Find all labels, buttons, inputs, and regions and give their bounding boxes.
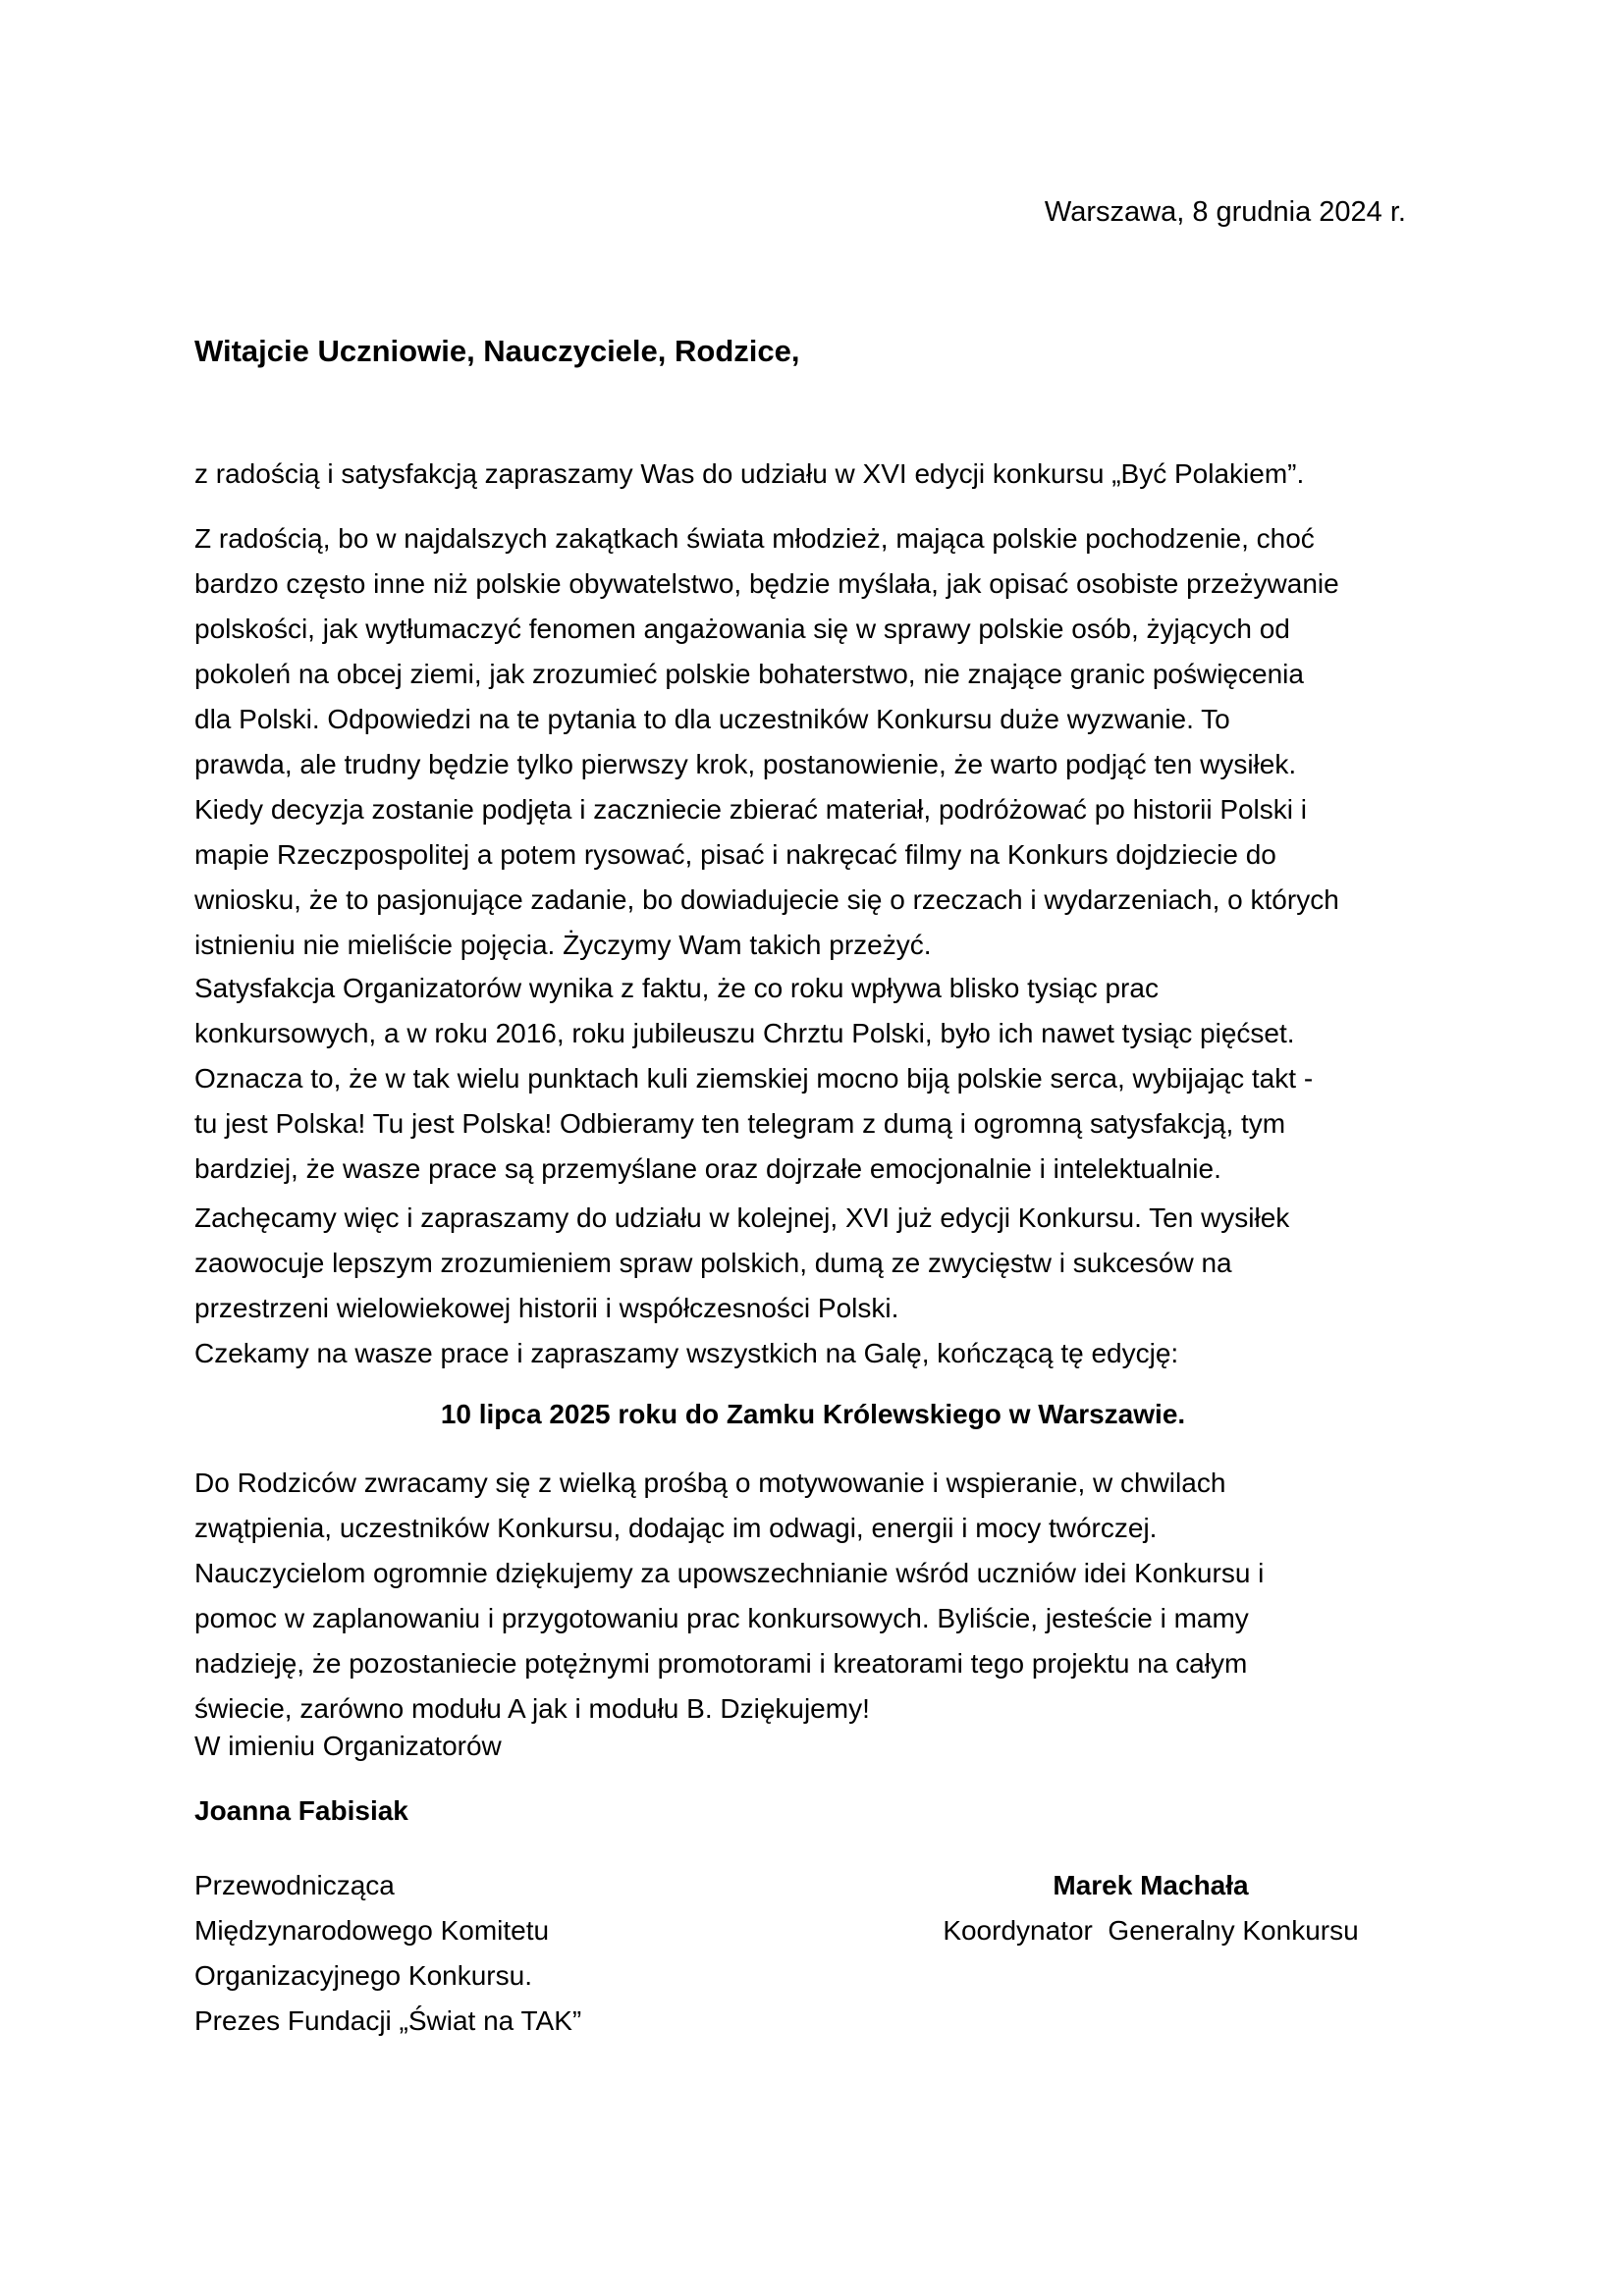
text-line: Oznacza to, że w tak wielu punktach kuli ziemskiej mocno biją polskie serca, wybijając takt - bbox=[194, 1063, 1314, 1094]
text-line: Nauczycielom ogromnie dziękujemy za upowszechnianie wśród uczniów idei Konkursu i bbox=[194, 1558, 1265, 1588]
letter-greeting: Witajcie Uczniowie, Nauczyciele, Rodzice, bbox=[194, 334, 800, 368]
closing-phrase: W imieniu Organizatorów bbox=[194, 1731, 502, 1761]
text-line: konkursowych, a w roku 2016, roku jubileuszu Chrztu Polski, było ich nawet tysiąc pięćset. bbox=[194, 1018, 1295, 1048]
text-line: z radością i satysfakcją zapraszamy Was do udziału w XVI edycji konkursu „Być Polakiem”. bbox=[194, 458, 1305, 489]
signer-right bbox=[920, 1863, 1381, 1953]
text-line: świecie, zarówno modułu A jak i modułu B. Dziękujemy! bbox=[194, 1693, 870, 1724]
text-line: wniosku, że to pasjonujące zadanie, bo dowiadujecie się o rzeczach i wydarzeniach, o których bbox=[194, 884, 1339, 915]
paragraph-invitation-reasons bbox=[194, 516, 1432, 968]
gala-date-location: 10 lipca 2025 roku do Zamku Królewskiego w Warszawie. bbox=[440, 1399, 1186, 1429]
signer-left-title bbox=[194, 1863, 581, 2044]
text-line: pomoc w zaplanowaniu i przygotowaniu prac konkursowych. Byliście, jesteście i mamy bbox=[194, 1603, 1249, 1633]
signer-right-name: Marek Machała bbox=[1053, 1870, 1249, 1900]
text-line: Kiedy decyzja zostanie podjęta i zaczniecie zbierać materiał, podróżować po historii Polski i bbox=[194, 794, 1308, 825]
text-line: Satysfakcja Organizatorów wynika z faktu, że co roku wpływa blisko tysiąc prac bbox=[194, 973, 1159, 1003]
text-line: bardzo często inne niż polskie obywatelstwo, będzie myślała, jak opisać osobiste przeżywanie bbox=[194, 568, 1339, 599]
text-line: zaowocuje lepszym zrozumieniem spraw polskich, dumą ze zwycięstw i sukcesów na bbox=[194, 1248, 1232, 1278]
intro-paragraph bbox=[194, 452, 1432, 497]
title-line: Przewodnicząca bbox=[194, 1870, 395, 1900]
text-line: istnieniu nie mieliście pojęcia. Życzymy Wam takich przeżyć. bbox=[194, 930, 932, 960]
text-line: Do Rodziców zwracamy się z wielką prośbą o motywowanie i wspieranie, w chwilach bbox=[194, 1468, 1226, 1498]
text-line: pokoleń na obcej ziemi, jak zrozumieć polskie bohaterstwo, nie znające granic poświęcenia bbox=[194, 659, 1304, 689]
title-line: Prezes Fundacji „Świat na TAK” bbox=[194, 2005, 582, 2036]
text-line: przestrzeni wielowiekowej historii i współczesności Polski. bbox=[194, 1293, 899, 1323]
text-line: dla Polski. Odpowiedzi na te pytania to dla uczestników Konkursu duże wyzwanie. To bbox=[194, 704, 1230, 734]
text-line: Czekamy na wasze prace i zapraszamy wszystkich na Galę, kończącą tę edycję: bbox=[194, 1338, 1179, 1368]
title-line: Organizacyjnego Konkursu. bbox=[194, 1960, 532, 1991]
letter-date: Warszawa, 8 grudnia 2024 r. bbox=[1044, 196, 1406, 228]
text-line: prawda, ale trudny będzie tylko pierwszy krok, postanowienie, że warto podjąć ten wysiłek. bbox=[194, 749, 1297, 779]
signer-right-role: Koordynator Generalny Konkursu bbox=[943, 1915, 1359, 1946]
paragraph-parents-teachers bbox=[194, 1461, 1432, 1732]
text-line: polskości, jak wytłumaczyć fenomen angażowania się w sprawy polskie osób, żyjących od bbox=[194, 614, 1290, 644]
text-line: mapie Rzeczpospolitej a potem rysować, pisać i nakręcać filmy na Konkurs dojdziecie do bbox=[194, 839, 1276, 870]
title-line: Międzynarodowego Komitetu bbox=[194, 1915, 550, 1946]
text-line: Z radością, bo w najdalszych zakątkach świata młodzież, mająca polskie pochodzenie, choć bbox=[194, 523, 1315, 554]
paragraph-organizers-satisfaction bbox=[194, 966, 1432, 1192]
text-line: tu jest Polska! Tu jest Polska! Odbieramy ten telegram z dumą i ogromną satysfakcją, tym bbox=[194, 1108, 1286, 1139]
paragraph-encouragement bbox=[194, 1196, 1432, 1376]
text-line: zwątpienia, uczestników Konkursu, dodając im odwagi, energii i mocy twórczej. bbox=[194, 1513, 1158, 1543]
signer-left-name: Joanna Fabisiak bbox=[194, 1795, 408, 1826]
text-line: bardziej, że wasze prace są przemyślane oraz dojrzałe emocjonalnie i intelektualnie. bbox=[194, 1153, 1221, 1184]
text-line: nadzieję, że pozostaniecie potężnymi promotorami i kreatorami tego projektu na całym bbox=[194, 1648, 1248, 1679]
text-line: Zachęcamy więc i zapraszamy do udziału w kolejnej, XVI już edycji Konkursu. Ten wysiłek bbox=[194, 1202, 1290, 1233]
